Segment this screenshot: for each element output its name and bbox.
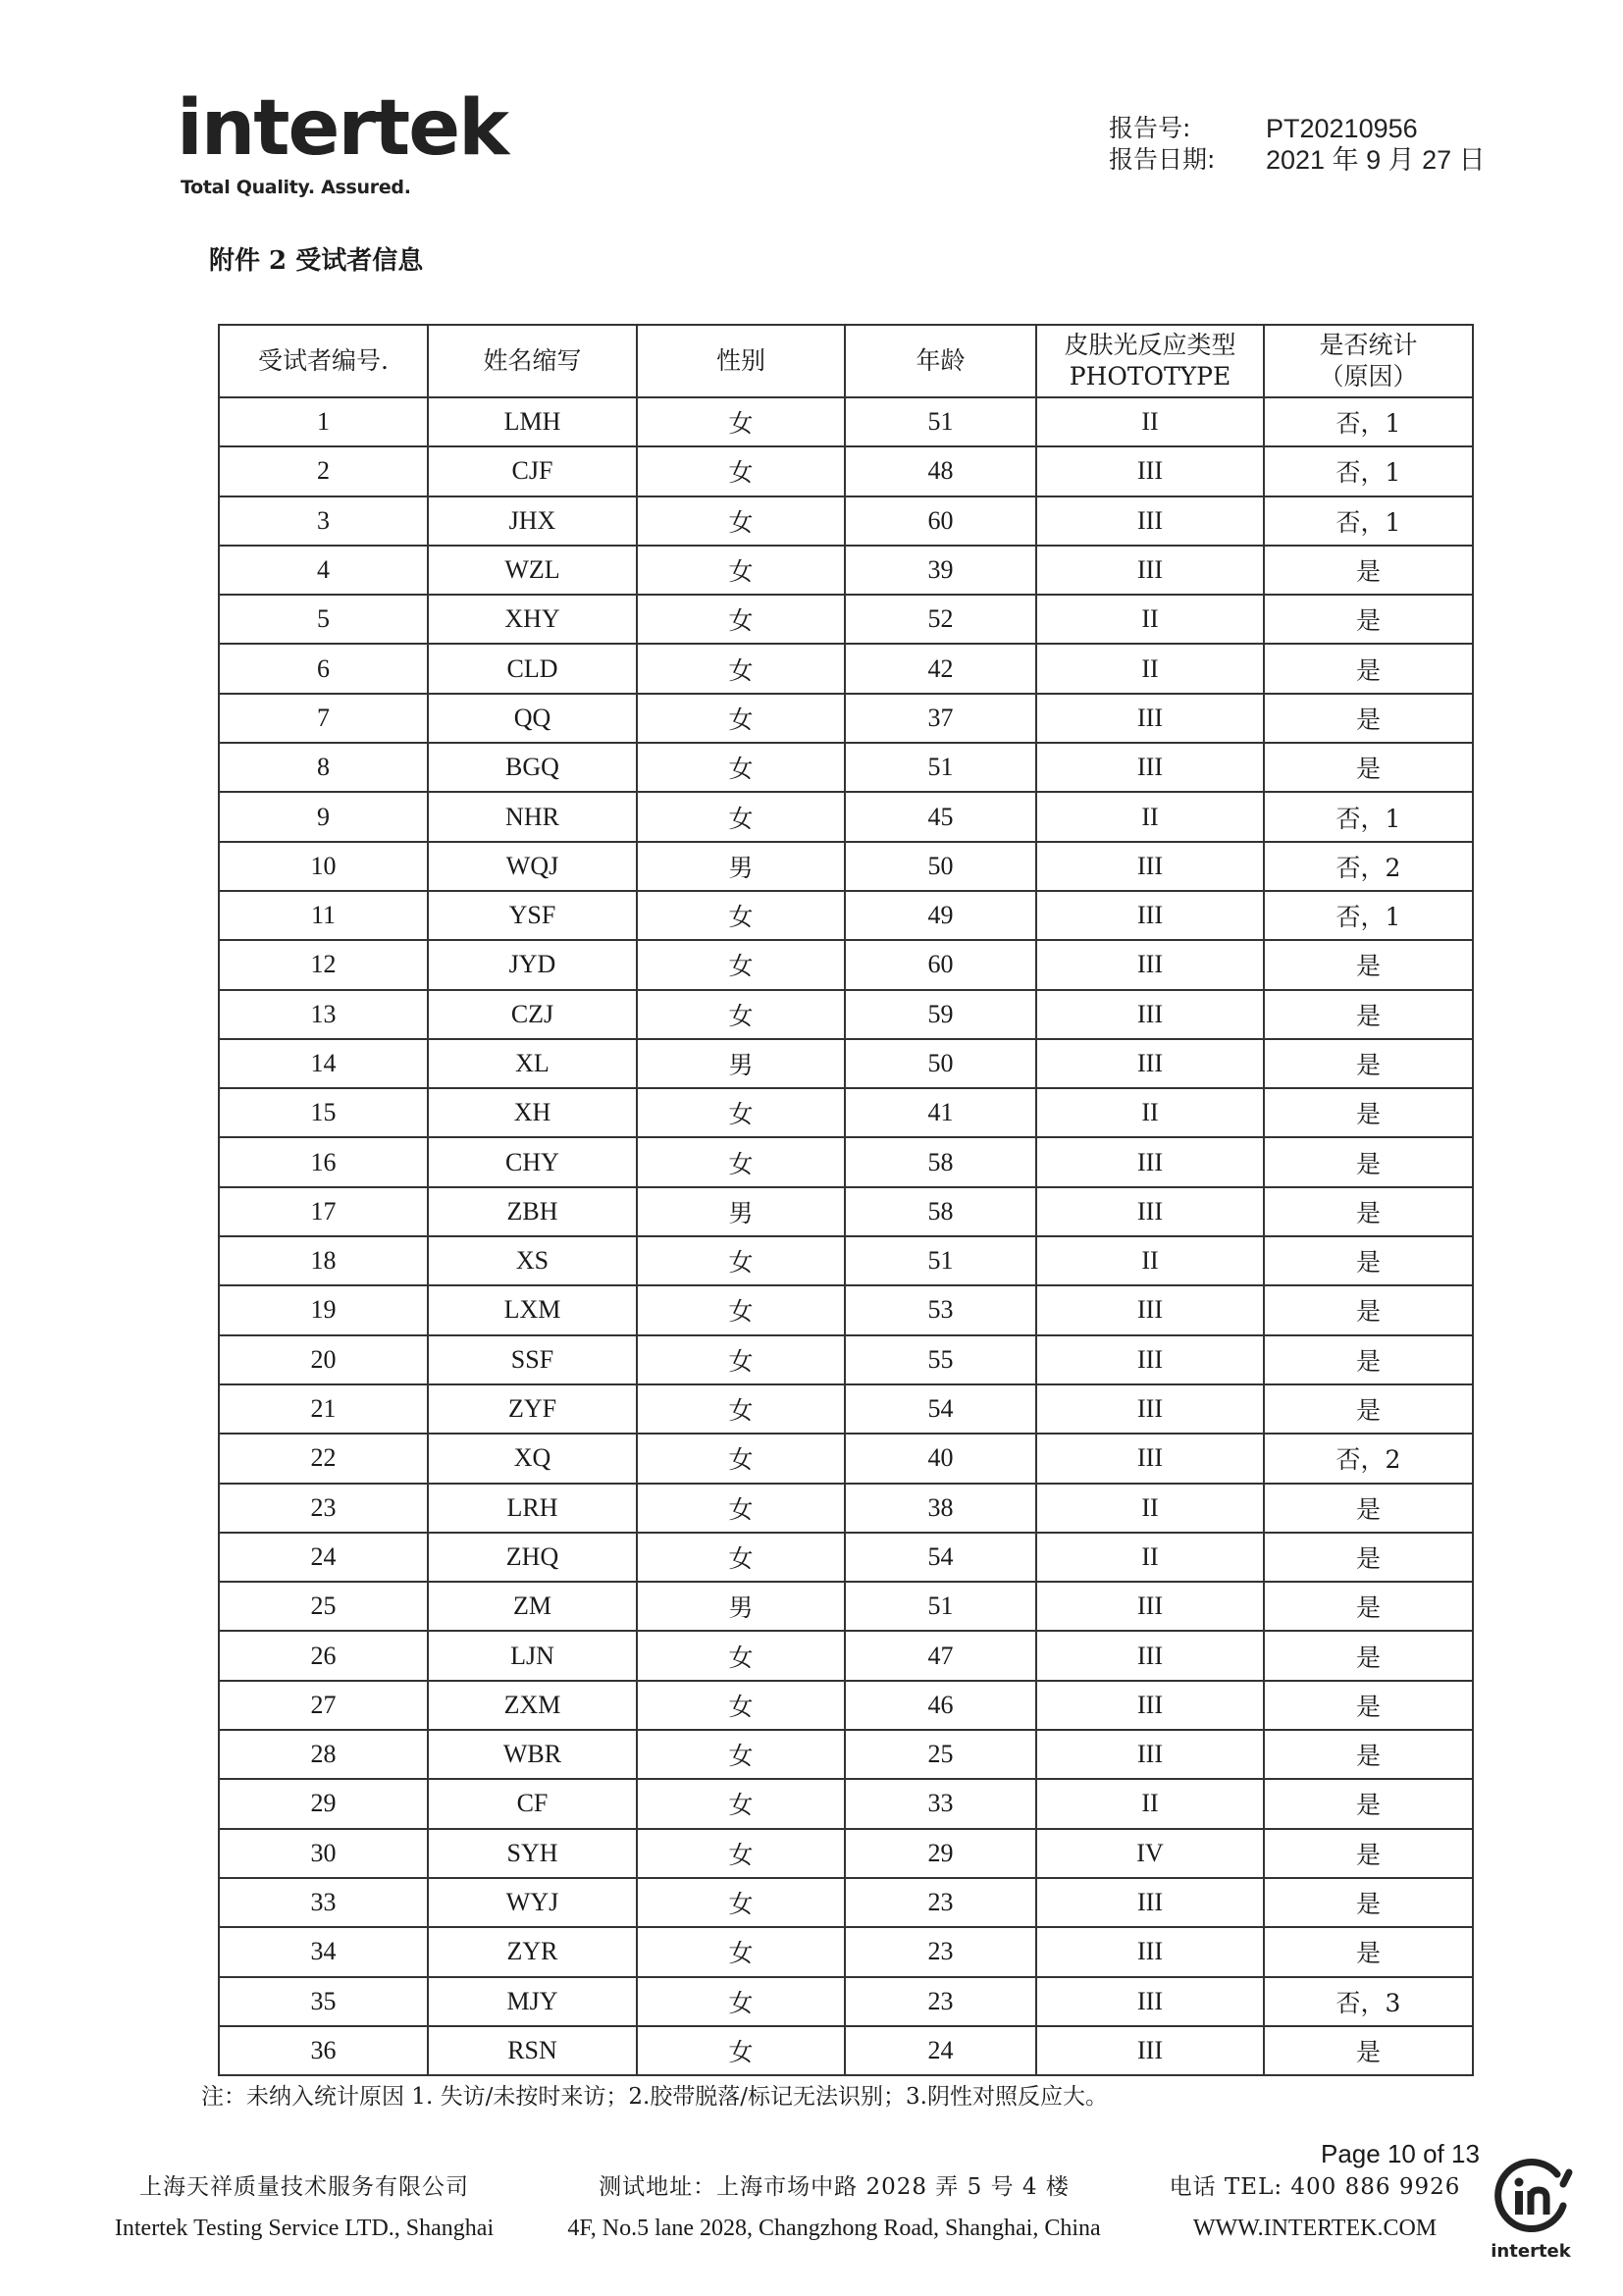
cell-age: 23: [845, 1878, 1036, 1927]
table-row: [219, 496, 1473, 546]
cell-included: 是: [1264, 1039, 1473, 1088]
cell-included: 否，3: [1264, 1977, 1473, 2026]
cell-included: 是: [1264, 1582, 1473, 1631]
cell-included: 是: [1264, 595, 1473, 644]
cell-age: 54: [845, 1384, 1036, 1434]
report-info: [1109, 113, 1486, 176]
footer-contact: [1168, 2166, 1462, 2249]
cell-phototype: III: [1036, 842, 1264, 891]
cell-subject-no: 7: [219, 694, 428, 743]
cell-included: 否，1: [1264, 446, 1473, 496]
cell-included: 是: [1264, 1137, 1473, 1186]
cell-name-initials: XHY: [428, 595, 637, 644]
report-date-row: [1109, 144, 1486, 176]
table-row: [219, 940, 1473, 989]
cell-subject-no: 19: [219, 1285, 428, 1334]
cell-phototype: III: [1036, 891, 1264, 940]
table-row: [219, 1039, 1473, 1088]
cell-subject-no: 25: [219, 1582, 428, 1631]
cell-name-initials: SSF: [428, 1335, 637, 1384]
cell-age: 58: [845, 1187, 1036, 1236]
cell-age: 40: [845, 1434, 1036, 1483]
cell-gender: 女: [637, 1285, 845, 1334]
cell-subject-no: 2: [219, 446, 428, 496]
cell-name-initials: WBR: [428, 1730, 637, 1779]
cell-subject-no: 12: [219, 940, 428, 989]
cell-age: 39: [845, 546, 1036, 595]
cell-subject-no: 8: [219, 743, 428, 792]
cell-gender: 女: [637, 1335, 845, 1384]
cell-included: 是: [1264, 1384, 1473, 1434]
cell-phototype: III: [1036, 940, 1264, 989]
header-included: [1264, 325, 1473, 397]
cell-name-initials: LJN: [428, 1631, 637, 1680]
cell-gender: 女: [637, 1681, 845, 1730]
intertek-corner-logo: [1487, 2155, 1575, 2263]
cell-name-initials: XQ: [428, 1434, 637, 1483]
cell-name-initials: WQJ: [428, 842, 637, 891]
cell-phototype: III: [1036, 496, 1264, 546]
cell-gender: 女: [637, 1137, 845, 1186]
cell-name-initials: ZXM: [428, 1681, 637, 1730]
cell-included: 是: [1264, 1335, 1473, 1384]
cell-phototype: III: [1036, 1434, 1264, 1483]
cell-phototype: III: [1036, 1285, 1264, 1334]
cell-phototype: II: [1036, 1779, 1264, 1828]
cell-subject-no: 6: [219, 644, 428, 693]
cell-subject-no: 22: [219, 1434, 428, 1483]
table-row: [219, 1533, 1473, 1582]
header-phototype-line: 皮肤光反应类型: [1064, 331, 1236, 359]
cell-included: 是: [1264, 1631, 1473, 1680]
cell-included: 是: [1264, 940, 1473, 989]
header-included-line: 是否统计: [1319, 331, 1418, 359]
report-number: PT20210956: [1266, 114, 1418, 143]
intertek-circle-icon: [1487, 2155, 1575, 2239]
table-row: [219, 1088, 1473, 1137]
cell-phototype: III: [1036, 1730, 1264, 1779]
cell-age: 42: [845, 644, 1036, 693]
cell-phototype: III: [1036, 1137, 1264, 1186]
cell-phototype: III: [1036, 694, 1264, 743]
cell-name-initials: YSF: [428, 891, 637, 940]
cell-gender: 女: [637, 2026, 845, 2075]
cell-name-initials: SYH: [428, 1829, 637, 1878]
cell-included: 否，1: [1264, 792, 1473, 841]
page-number: Page 10 of 13: [1321, 2139, 1480, 2168]
cell-included: 是: [1264, 1285, 1473, 1334]
cell-age: 41: [845, 1088, 1036, 1137]
table-row: [219, 1434, 1473, 1483]
cell-gender: 女: [637, 397, 845, 446]
cell-name-initials: RSN: [428, 2026, 637, 2075]
header-age-line: 年龄: [916, 346, 966, 375]
header-phototype: [1036, 325, 1264, 397]
cell-phototype: II: [1036, 1533, 1264, 1582]
table-row: [219, 1977, 1473, 2026]
cell-gender: 女: [637, 644, 845, 693]
table-row: [219, 1384, 1473, 1434]
cell-phototype: III: [1036, 1977, 1264, 2026]
cell-gender: 男: [637, 1187, 845, 1236]
cell-name-initials: LRH: [428, 1484, 637, 1533]
cell-phototype: III: [1036, 1878, 1264, 1927]
cell-name-initials: ZBH: [428, 1187, 637, 1236]
cell-age: 24: [845, 2026, 1036, 2075]
cell-name-initials: CHY: [428, 1137, 637, 1186]
cell-name-initials: CJF: [428, 446, 637, 496]
intertek-logo: [177, 84, 507, 208]
cell-gender: 女: [637, 891, 845, 940]
report-number-row: [1109, 113, 1486, 144]
cell-subject-no: 21: [219, 1384, 428, 1434]
cell-gender: 女: [637, 1730, 845, 1779]
table-row: [219, 1829, 1473, 1878]
cell-subject-no: 36: [219, 2026, 428, 2075]
cell-age: 49: [845, 891, 1036, 940]
cell-included: 是: [1264, 2026, 1473, 2075]
cell-gender: 女: [637, 1088, 845, 1137]
table-row: [219, 1484, 1473, 1533]
cell-subject-no: 17: [219, 1187, 428, 1236]
cell-included: 是: [1264, 694, 1473, 743]
table-row: [219, 595, 1473, 644]
table-row: [219, 2026, 1473, 2075]
footnote: 注：未纳入统计原因 1. 失访/未按时来访；2.胶带脱落/标记无法识别；3.阴性对照反应大。: [201, 2084, 1108, 2110]
cell-age: 51: [845, 1236, 1036, 1285]
subject-info-table: [218, 324, 1474, 2076]
cell-gender: 女: [637, 1384, 845, 1434]
cell-age: 51: [845, 743, 1036, 792]
cell-included: 否，2: [1264, 1434, 1473, 1483]
table-body: [219, 397, 1473, 2075]
cell-gender: 女: [637, 694, 845, 743]
cell-gender: 男: [637, 842, 845, 891]
cell-included: 是: [1264, 1236, 1473, 1285]
table-row: [219, 1335, 1473, 1384]
cell-name-initials: QQ: [428, 694, 637, 743]
cell-age: 37: [845, 694, 1036, 743]
header-gender-line: 性别: [715, 346, 765, 375]
cell-subject-no: 4: [219, 546, 428, 595]
cell-phototype: III: [1036, 2026, 1264, 2075]
cell-subject-no: 14: [219, 1039, 428, 1088]
cell-phototype: II: [1036, 644, 1264, 693]
table-row: [219, 1582, 1473, 1631]
table-row: [219, 1730, 1473, 1779]
cell-included: 是: [1264, 1779, 1473, 1828]
cell-age: 33: [845, 1779, 1036, 1828]
table-row: [219, 1927, 1473, 1976]
cell-age: 47: [845, 1631, 1036, 1680]
cell-name-initials: ZHQ: [428, 1533, 637, 1582]
cell-gender: 女: [637, 1236, 845, 1285]
report-number-label: 报告号:: [1109, 114, 1191, 142]
cell-gender: 男: [637, 1582, 845, 1631]
cell-age: 52: [845, 595, 1036, 644]
cell-phototype: III: [1036, 546, 1264, 595]
cell-name-initials: LMH: [428, 397, 637, 446]
cell-name-initials: ZM: [428, 1582, 637, 1631]
cell-included: 是: [1264, 990, 1473, 1039]
cell-subject-no: 11: [219, 891, 428, 940]
cell-phototype: III: [1036, 1582, 1264, 1631]
cell-age: 50: [845, 1039, 1036, 1088]
header-age: [845, 325, 1036, 397]
logo-wordmark: intertek: [177, 84, 507, 173]
cell-age: 23: [845, 1927, 1036, 1976]
cell-gender: 女: [637, 990, 845, 1039]
cell-included: 是: [1264, 1681, 1473, 1730]
cell-phototype: III: [1036, 1335, 1264, 1384]
cell-age: 60: [845, 940, 1036, 989]
cell-name-initials: WYJ: [428, 1878, 637, 1927]
cell-age: 29: [845, 1829, 1036, 1878]
cell-subject-no: 27: [219, 1681, 428, 1730]
cell-gender: 女: [637, 1631, 845, 1680]
cell-name-initials: XS: [428, 1236, 637, 1285]
cell-name-initials: ZYF: [428, 1384, 637, 1434]
cell-phototype: III: [1036, 743, 1264, 792]
cell-subject-no: 10: [219, 842, 428, 891]
cell-name-initials: CZJ: [428, 990, 637, 1039]
cell-gender: 女: [637, 1779, 845, 1828]
cell-gender: 女: [637, 1434, 845, 1483]
cell-name-initials: CLD: [428, 644, 637, 693]
cell-subject-no: 15: [219, 1088, 428, 1137]
header-subject-no-line: 受试者编号.: [258, 346, 389, 375]
address-en: 4F, No.5 lane 2028, Changzhong Road, Shanghai, China: [567, 2216, 1101, 2241]
table-row: [219, 1878, 1473, 1927]
section-title: 附件 2 受试者信息: [209, 246, 424, 276]
cell-age: 25: [845, 1730, 1036, 1779]
header-gender: [637, 325, 845, 397]
cell-phototype: II: [1036, 1484, 1264, 1533]
table-row: [219, 1631, 1473, 1680]
header-subject-no: [219, 325, 428, 397]
table-row: [219, 397, 1473, 446]
table-row: [219, 1285, 1473, 1334]
cell-included: 是: [1264, 1730, 1473, 1779]
cell-subject-no: 29: [219, 1779, 428, 1828]
cell-phototype: III: [1036, 1384, 1264, 1434]
cell-subject-no: 35: [219, 1977, 428, 2026]
cell-included: 是: [1264, 644, 1473, 693]
cell-age: 51: [845, 1582, 1036, 1631]
cell-age: 45: [845, 792, 1036, 841]
cell-gender: 女: [637, 1977, 845, 2026]
cell-phototype: II: [1036, 595, 1264, 644]
cell-phototype: IV: [1036, 1829, 1264, 1878]
cell-phototype: III: [1036, 990, 1264, 1039]
cell-subject-no: 5: [219, 595, 428, 644]
cell-name-initials: ZYR: [428, 1927, 637, 1976]
cell-included: 是: [1264, 1878, 1473, 1927]
cell-included: 是: [1264, 1088, 1473, 1137]
table-row: [219, 891, 1473, 940]
cell-phototype: III: [1036, 446, 1264, 496]
cell-name-initials: MJY: [428, 1977, 637, 2026]
company-name-cn: 上海天祥质量技术服务有限公司: [139, 2174, 469, 2200]
cell-phototype: II: [1036, 1236, 1264, 1285]
cell-included: 是: [1264, 1533, 1473, 1582]
table-row: [219, 1236, 1473, 1285]
cell-age: 53: [845, 1285, 1036, 1334]
cell-name-initials: XH: [428, 1088, 637, 1137]
cell-age: 23: [845, 1977, 1036, 2026]
cell-gender: 女: [637, 743, 845, 792]
cell-age: 48: [845, 446, 1036, 496]
table-row: [219, 1187, 1473, 1236]
report-date: 2021 年 9 月 27 日: [1266, 145, 1486, 175]
cell-name-initials: CF: [428, 1779, 637, 1828]
cell-phototype: III: [1036, 1681, 1264, 1730]
cell-included: 是: [1264, 1484, 1473, 1533]
cell-name-initials: JHX: [428, 496, 637, 546]
cell-gender: 女: [637, 1829, 845, 1878]
cell-included: 是: [1264, 546, 1473, 595]
cell-included: 否，1: [1264, 397, 1473, 446]
report-date-label: 报告日期:: [1109, 145, 1216, 174]
cell-gender: 女: [637, 496, 845, 546]
cell-phototype: III: [1036, 1927, 1264, 1976]
table-row: [219, 546, 1473, 595]
table-row: [219, 694, 1473, 743]
cell-gender: 女: [637, 1878, 845, 1927]
cell-age: 55: [845, 1335, 1036, 1384]
table-header-row: [219, 325, 1473, 397]
cell-subject-no: 3: [219, 496, 428, 546]
cell-age: 38: [845, 1484, 1036, 1533]
cell-gender: 女: [637, 446, 845, 496]
cell-gender: 女: [637, 792, 845, 841]
cell-phototype: III: [1036, 1631, 1264, 1680]
cell-included: 是: [1264, 1829, 1473, 1878]
cell-subject-no: 34: [219, 1927, 428, 1976]
header-name-initials-line: 姓名缩写: [483, 346, 582, 375]
cell-gender: 女: [637, 1927, 845, 1976]
phone: 电话 TEL: 400 886 9926: [1169, 2174, 1461, 2200]
footer-company: [98, 2166, 510, 2249]
table-row: [219, 792, 1473, 841]
cell-subject-no: 16: [219, 1137, 428, 1186]
corner-logo-text: intertek: [1491, 2241, 1571, 2262]
table-row: [219, 1779, 1473, 1828]
cell-age: 54: [845, 1533, 1036, 1582]
table-row: [219, 842, 1473, 891]
cell-subject-no: 1: [219, 397, 428, 446]
cell-included: 是: [1264, 1927, 1473, 1976]
cell-subject-no: 28: [219, 1730, 428, 1779]
cell-name-initials: WZL: [428, 546, 637, 595]
cell-name-initials: JYD: [428, 940, 637, 989]
cell-included: 否，2: [1264, 842, 1473, 891]
table-row: [219, 446, 1473, 496]
cell-subject-no: 18: [219, 1236, 428, 1285]
header-included-line: （原因）: [1319, 362, 1418, 391]
cell-gender: 男: [637, 1039, 845, 1088]
cell-phototype: II: [1036, 1088, 1264, 1137]
header-phototype-line: PHOTOTYPE: [1069, 362, 1231, 391]
website: WWW.INTERTEK.COM: [1192, 2216, 1438, 2241]
cell-age: 51: [845, 397, 1036, 446]
table-row: [219, 1681, 1473, 1730]
cell-name-initials: XL: [428, 1039, 637, 1088]
table-row: [219, 743, 1473, 792]
header-name-initials: [428, 325, 637, 397]
cell-age: 46: [845, 1681, 1036, 1730]
cell-age: 50: [845, 842, 1036, 891]
cell-subject-no: 33: [219, 1878, 428, 1927]
cell-gender: 女: [637, 595, 845, 644]
cell-age: 58: [845, 1137, 1036, 1186]
cell-name-initials: NHR: [428, 792, 637, 841]
cell-included: 是: [1264, 1187, 1473, 1236]
table-row: [219, 644, 1473, 693]
cell-phototype: III: [1036, 1039, 1264, 1088]
cell-subject-no: 24: [219, 1533, 428, 1582]
cell-age: 60: [845, 496, 1036, 546]
cell-phototype: II: [1036, 792, 1264, 841]
cell-phototype: III: [1036, 1187, 1264, 1236]
cell-subject-no: 26: [219, 1631, 428, 1680]
cell-included: 是: [1264, 743, 1473, 792]
address-cn: 测试地址：上海市场中路 2028 弄 5 号 4 楼: [599, 2174, 1070, 2200]
table-row: [219, 990, 1473, 1039]
cell-gender: 女: [637, 546, 845, 595]
cell-gender: 女: [637, 1533, 845, 1582]
cell-name-initials: BGQ: [428, 743, 637, 792]
cell-gender: 女: [637, 1484, 845, 1533]
company-name-en: Intertek Testing Service LTD., Shanghai: [114, 2216, 495, 2241]
cell-subject-no: 23: [219, 1484, 428, 1533]
cell-included: 否，1: [1264, 891, 1473, 940]
cell-phototype: II: [1036, 397, 1264, 446]
cell-subject-no: 9: [219, 792, 428, 841]
cell-age: 59: [845, 990, 1036, 1039]
cell-included: 否，1: [1264, 496, 1473, 546]
cell-gender: 女: [637, 940, 845, 989]
cell-subject-no: 20: [219, 1335, 428, 1384]
footer-address: [550, 2166, 1119, 2249]
cell-name-initials: LXM: [428, 1285, 637, 1334]
logo-tagline: Total Quality. Assured.: [181, 177, 411, 198]
table-row: [219, 1137, 1473, 1186]
cell-subject-no: 30: [219, 1829, 428, 1878]
cell-subject-no: 13: [219, 990, 428, 1039]
